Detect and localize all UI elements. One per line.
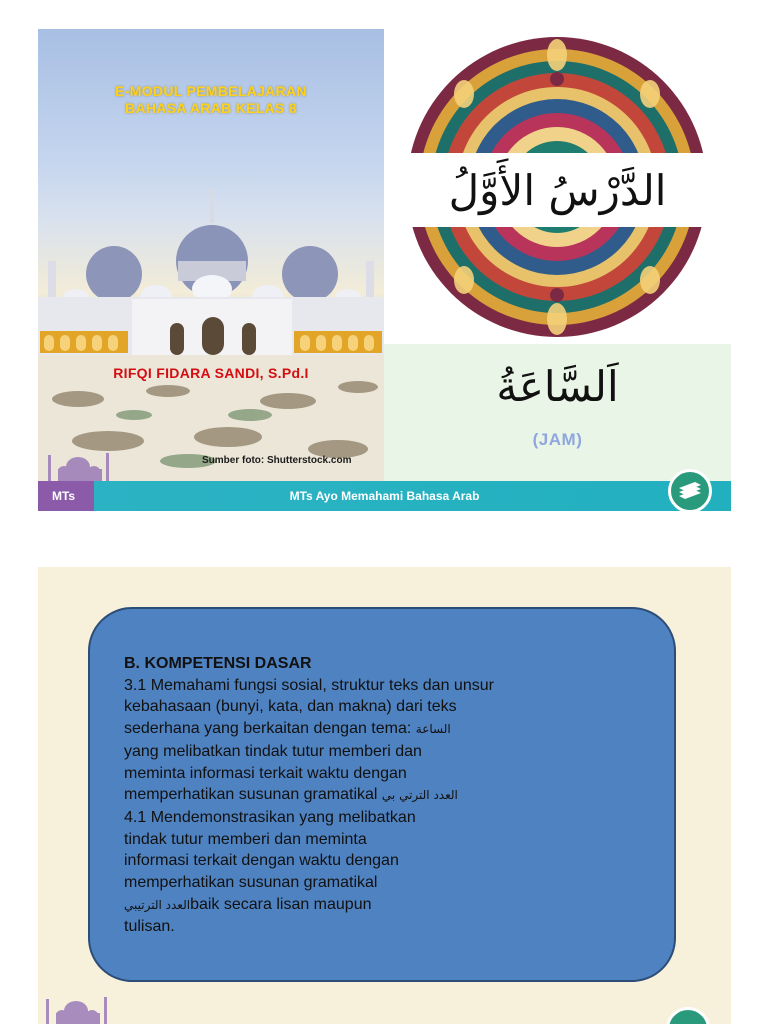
kd-line bbox=[124, 763, 644, 785]
kd-line bbox=[124, 894, 644, 917]
kd-line bbox=[124, 784, 644, 807]
footer-mts-label: MTs bbox=[38, 481, 94, 511]
cover-image-panel bbox=[38, 29, 384, 481]
lesson-title-arabic: الدَّرْسُ الأَوَّلُ bbox=[448, 165, 667, 215]
kd-line bbox=[124, 872, 644, 894]
kd-line bbox=[124, 675, 644, 697]
kd-line bbox=[124, 850, 644, 872]
kd-line bbox=[124, 829, 644, 851]
kd-line-text: tindak tutur memberi dan meminta bbox=[124, 830, 367, 848]
kompetensi-dasar-box bbox=[88, 607, 676, 982]
cover-title-line-2: BAHASA ARAB KELAS 8 bbox=[125, 100, 297, 116]
kd-line-text: sederhana yang berkaitan dengan tema: bbox=[124, 720, 416, 738]
kd-line bbox=[124, 807, 644, 829]
cover-title bbox=[38, 83, 384, 117]
kd-line-text: kebahasaan (bunyi, kata, dan makna) dari teks bbox=[124, 698, 457, 716]
cover-title-line-1: E-MODUL PEMBELAJARAN bbox=[115, 83, 307, 99]
kd-line-text: memperhatikan susunan gramatikal bbox=[124, 786, 382, 804]
author-name: RIFQI FIDARA SANDI, S.Pd.I bbox=[113, 365, 309, 381]
kd-line-text: tulisan. bbox=[124, 918, 175, 936]
kd-line bbox=[124, 718, 644, 741]
kd-line-text: 3.1 Memahami fungsi sosial, struktur teks dan unsur bbox=[124, 676, 494, 694]
book-logo-icon bbox=[666, 1007, 710, 1024]
kd-line-text: memperhatikan susunan gramatikal bbox=[124, 874, 378, 892]
footer-title: MTs Ayo Memahami Bahasa Arab bbox=[289, 489, 480, 503]
lesson-title-panel bbox=[384, 29, 731, 344]
kd-line bbox=[124, 696, 644, 718]
kd-line bbox=[124, 741, 644, 763]
kd-line-text: baik secara lisan maupun bbox=[190, 895, 372, 913]
slide-cover bbox=[38, 29, 731, 511]
mosque-silhouette-icon bbox=[44, 993, 114, 1024]
kd-line-arabic: العدد الترتي بي bbox=[381, 788, 458, 803]
kd-line-arabic: الساعة bbox=[415, 722, 451, 737]
topic-latin: (JAM) bbox=[532, 430, 583, 449]
book-stack-icon bbox=[671, 472, 709, 510]
photo-credit: Sumber foto: Shutterstock.com bbox=[202, 455, 352, 466]
kd-line bbox=[124, 916, 644, 938]
kompetensi-dasar-heading: B. KOMPETENSI DASAR bbox=[124, 655, 312, 672]
topic-arabic: اَلسَّاعَةُ bbox=[496, 362, 619, 411]
book-logo-icon bbox=[668, 469, 712, 511]
kompetensi-dasar-content bbox=[124, 653, 644, 938]
kd-line-text: meminta informasi terkait waktu dengan bbox=[124, 764, 407, 782]
slide-kompetensi-dasar bbox=[38, 567, 731, 1024]
lesson-title-band bbox=[384, 153, 731, 227]
topic-panel bbox=[384, 344, 731, 481]
mosque-illustration bbox=[38, 179, 384, 481]
kd-line-text: yang melibatkan tindak tutur memberi dan bbox=[124, 742, 422, 760]
kd-line-text: 4.1 Mendemonstrasikan yang melibatkan bbox=[124, 808, 416, 826]
mosque-silhouette-icon bbox=[46, 449, 116, 481]
kd-line-arabic: العدد الترتيبي bbox=[124, 897, 191, 912]
kd-line-text: informasi terkait dengan waktu dengan bbox=[124, 852, 399, 870]
